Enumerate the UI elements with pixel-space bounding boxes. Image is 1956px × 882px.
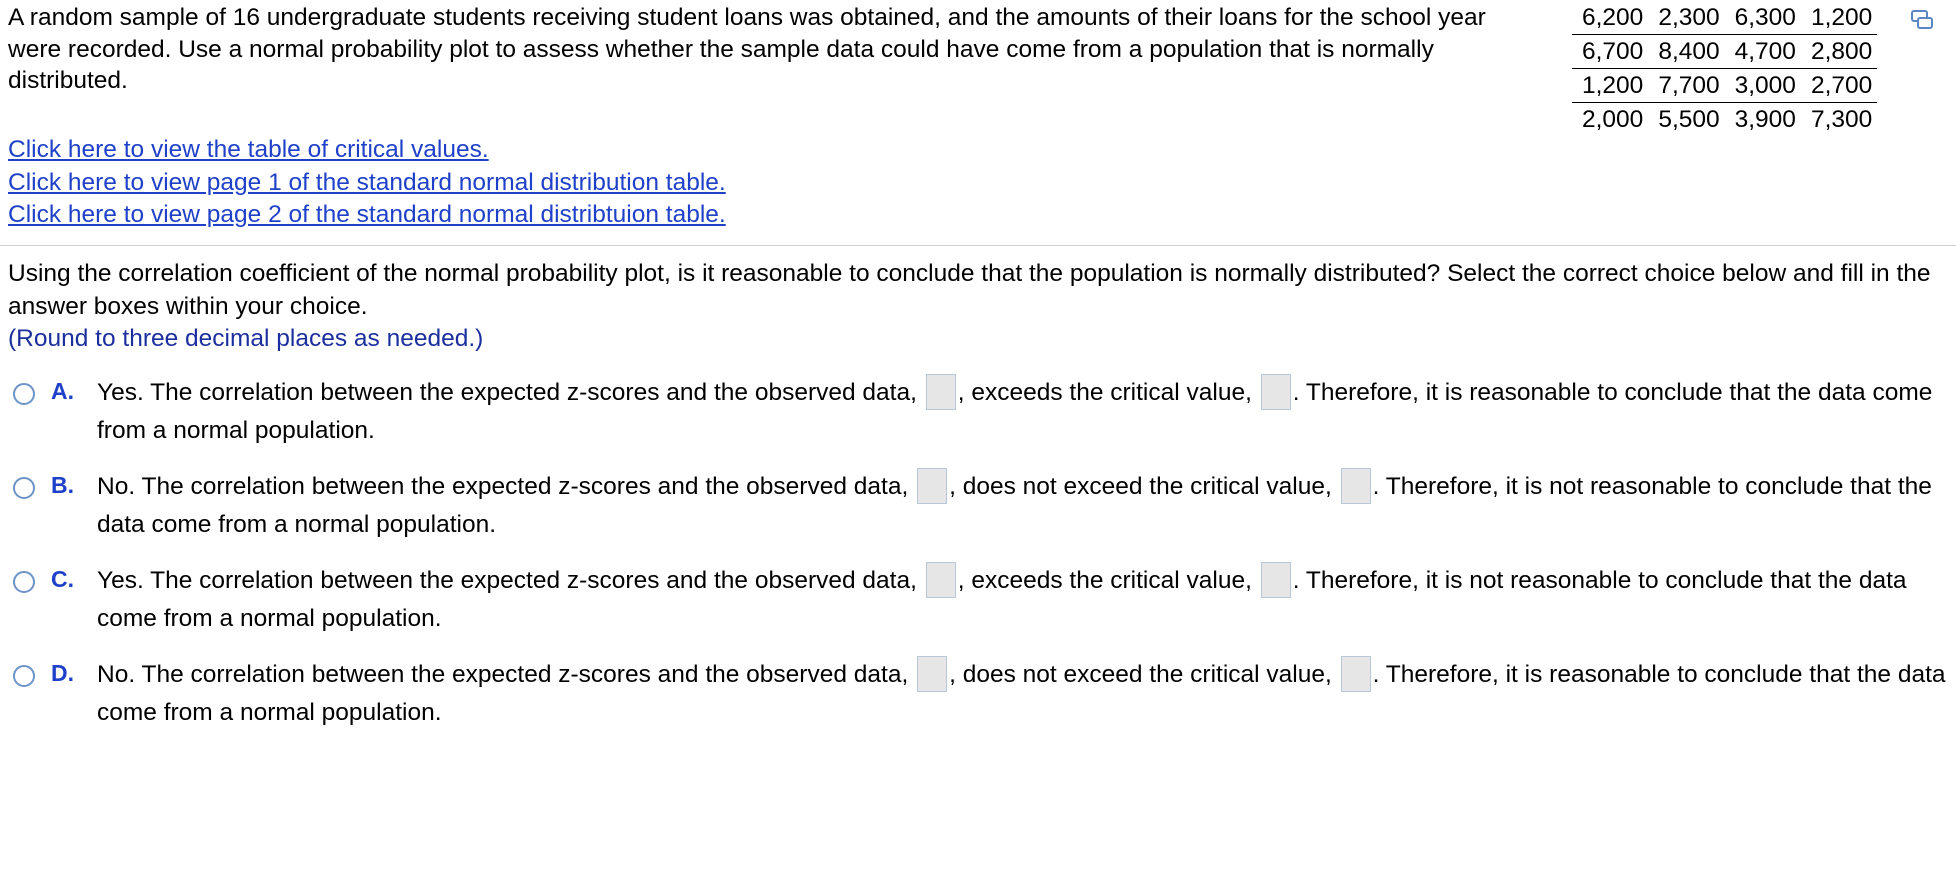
table-row xyxy=(1572,35,1877,69)
table-cell: 5,500 xyxy=(1658,105,1720,133)
table-row xyxy=(1572,1,1877,35)
copy-icon[interactable] xyxy=(1910,8,1934,32)
choice-text-c xyxy=(97,562,1947,638)
choice-d-part1: No. The correlation between the expected z-scores and the observed data, xyxy=(97,661,909,688)
choice-text-d xyxy=(97,656,1947,732)
correlation-input-a[interactable] xyxy=(926,374,956,410)
table-cell: 7,300 xyxy=(1810,105,1873,133)
choice-b-part3: . Therefore, it is not reasonable to conclude that the data come from a normal population. xyxy=(97,473,1932,538)
table-cell: 1,200 xyxy=(1572,69,1648,103)
critical-value-input-d[interactable] xyxy=(1341,656,1371,692)
choice-c-part1: Yes. The correlation between the expected z-scores and the observed data, xyxy=(97,567,917,594)
question-text: Using the correlation coefficient of the normal probability plot, is it reasonable to conclude that the population is normally distributed? Select the correct choice below and fill in the answer boxes within your choice. xyxy=(8,260,1931,320)
table-row xyxy=(1572,69,1877,103)
table-cell: 6,300 xyxy=(1725,1,1801,35)
radio-button-a[interactable] xyxy=(13,383,35,405)
choice-d-part2: , does not exceed the critical value, xyxy=(949,661,1332,688)
table-cell: 7,700 xyxy=(1648,69,1724,103)
choice-letter-a: A. xyxy=(51,378,74,404)
table-cell: 2,700 xyxy=(1801,69,1877,103)
choice-b-part2: , does not exceed the critical value, xyxy=(949,473,1332,500)
critical-values-link[interactable]: Click here to view the table of critical values. xyxy=(8,136,489,163)
choice-text-b xyxy=(97,468,1947,544)
table-cell: 4,700 xyxy=(1725,35,1801,69)
correlation-input-b[interactable] xyxy=(917,468,947,504)
table-cell: 3,000 xyxy=(1725,69,1801,103)
critical-value-input-a[interactable] xyxy=(1261,374,1291,410)
choice-text-a xyxy=(97,374,1947,450)
section-divider xyxy=(0,245,1956,246)
table-cell: 8,400 xyxy=(1648,35,1724,69)
rounding-hint: (Round to three decimal places as needed.) xyxy=(8,325,484,352)
table-row xyxy=(1572,103,1877,137)
choice-a-part1: Yes. The correlation between the expected z-scores and the observed data, xyxy=(97,379,917,406)
choice-letter-c: C. xyxy=(51,566,74,592)
data-table-container xyxy=(1572,1,1877,136)
table-cell: 6,700 xyxy=(1572,35,1648,69)
radio-button-d[interactable] xyxy=(13,665,35,687)
critical-value-input-b[interactable] xyxy=(1341,468,1371,504)
table-cell: 2,000 xyxy=(1582,105,1644,133)
table-cell: 3,900 xyxy=(1734,105,1796,133)
choice-a-part2: , exceeds the critical value, xyxy=(957,379,1252,406)
choice-a-part3: . Therefore, it is reasonable to conclude that the data come from a normal population. xyxy=(97,379,1933,444)
choice-d-part3: . Therefore, it is reasonable to conclude that the data come from a normal population. xyxy=(97,661,1946,726)
normal-table-page2-link[interactable]: Click here to view page 2 of the standard normal distribtuion table. xyxy=(8,201,726,228)
correlation-input-d[interactable] xyxy=(917,656,947,692)
table-cell: 2,300 xyxy=(1648,1,1724,35)
radio-button-c[interactable] xyxy=(13,571,35,593)
resource-links xyxy=(8,134,726,232)
choice-b-part1: No. The correlation between the expected z-scores and the observed data, xyxy=(97,473,909,500)
table-cell: 6,200 xyxy=(1572,1,1648,35)
correlation-input-c[interactable] xyxy=(926,562,956,598)
table-cell: 2,800 xyxy=(1801,35,1877,69)
choice-c-part2: , exceeds the critical value, xyxy=(957,567,1252,594)
choice-c-part3: . Therefore, it is not reasonable to conclude that the data come from a normal population. xyxy=(97,567,1907,632)
critical-value-input-c[interactable] xyxy=(1261,562,1291,598)
normal-table-page1-link[interactable]: Click here to view page 1 of the standard normal distribution table. xyxy=(8,168,726,196)
choice-letter-b: B. xyxy=(51,472,74,498)
choice-letter-d: D. xyxy=(51,660,74,686)
radio-button-b[interactable] xyxy=(13,477,35,499)
question-prompt xyxy=(8,258,1943,356)
problem-statement: A random sample of 16 undergraduate students receiving student loans was obtained, and the amounts of their loans for the school year were recorded. Use a normal probability plot to assess whether the sample data could have come from a population that is normally distributed. xyxy=(8,4,1486,94)
table-cell: 1,200 xyxy=(1801,1,1877,35)
loan-data-table xyxy=(1572,1,1877,136)
